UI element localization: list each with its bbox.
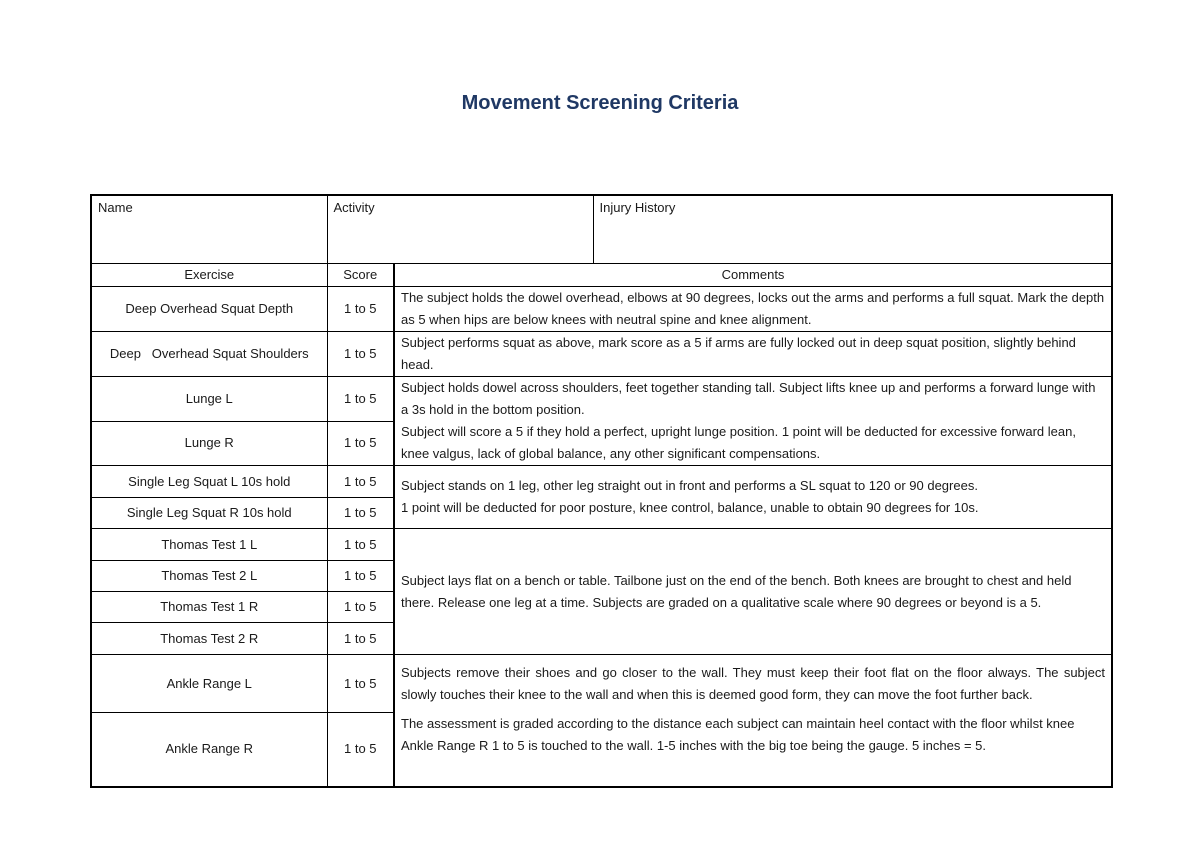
score-cell[interactable]: 1 to 5 (327, 529, 394, 561)
exercise-cell: Single Leg Squat L 10s hold (91, 466, 327, 498)
score-cell[interactable]: 1 to 5 (327, 498, 394, 529)
comment-cell: The subject holds the dowel overhead, elbows at 90 degrees, locks out the arms and performs a full squat. Mark the depth as 5 when hips are below knees with neutral spine and knee alignment. (394, 287, 1112, 332)
table-row (91, 466, 1112, 498)
exercise-cell: Lunge L (91, 377, 327, 422)
score-cell[interactable]: 1 to 5 (327, 561, 394, 592)
comment-cell: Subjects remove their shoes and go closer to the wall. They must keep their foot flat on the floor always. The subject slowly touches their knee to the wall and when this is deemed good form, they can move the foot further back. (394, 655, 1112, 713)
comment-cell: Subject lays flat on a bench or table. Tailbone just on the end of the bench. Both knees are brought to chest and held there. Release one leg at a time. Subjects are graded on a qualitative scale where 90 degrees or beyond is a 5. (394, 529, 1112, 655)
score-cell[interactable]: 1 to 5 (327, 466, 394, 498)
score-cell[interactable]: 1 to 5 (327, 655, 394, 713)
screening-table (90, 194, 1113, 788)
name-field[interactable] (91, 195, 327, 264)
exercise-cell: Deep Overhead Squat Shoulders (91, 332, 327, 377)
comment-cell: Subject will score a 5 if they hold a perfect, upright lunge position. 1 point will be deducted for excessive forward lean, knee valgus, lack of global balance, any other significant compensations. (394, 421, 1112, 466)
score-cell[interactable]: 1 to 5 (327, 623, 394, 655)
exercise-cell: Thomas Test 2 R (91, 623, 327, 655)
table-row (91, 377, 1112, 422)
exercise-cell: Single Leg Squat R 10s hold (91, 498, 327, 529)
exercise-cell: Thomas Test 2 L (91, 561, 327, 592)
comment-line: Subject stands on 1 leg, other leg straight out in front and performs a SL squat to 120 or 90 degrees. (401, 478, 978, 493)
exercise-cell: Deep Overhead Squat Depth (91, 287, 327, 332)
score-cell[interactable]: 1 to 5 (327, 713, 394, 787)
score-header: Score (327, 264, 394, 287)
score-cell[interactable]: 1 to 5 (327, 421, 394, 466)
column-header-row (91, 264, 1112, 287)
score-cell[interactable]: 1 to 5 (327, 287, 394, 332)
exercise-header: Exercise (91, 264, 327, 287)
exercise-cell: Thomas Test 1 R (91, 592, 327, 623)
comment-cell: Subject holds dowel across shoulders, feet together standing tall. Subject lifts knee up and performs a forward lunge with a 3s hold in the bottom position. (394, 377, 1112, 422)
comment-cell: Subject performs squat as above, mark score as a 5 if arms are fully locked out in deep squat position, slightly behind head. (394, 332, 1112, 377)
injury-history-field[interactable] (593, 195, 1112, 264)
score-cell[interactable]: 1 to 5 (327, 377, 394, 422)
exercise-cell: Thomas Test 1 L (91, 529, 327, 561)
exercise-cell: Ankle Range R (91, 713, 327, 787)
exercise-cell: Ankle Range L (91, 655, 327, 713)
score-cell[interactable]: 1 to 5 (327, 332, 394, 377)
name-label: Name (98, 200, 133, 215)
table-row (91, 287, 1112, 332)
comment-cell (394, 466, 1112, 529)
injury-history-label: Injury History (599, 200, 676, 215)
page-title: Movement Screening Criteria (461, 92, 739, 114)
exercise-cell: Lunge R (91, 421, 327, 466)
activity-field[interactable] (327, 195, 593, 264)
table-row (91, 655, 1112, 713)
comments-header: Comments (394, 264, 1112, 287)
comment-line: 1 point will be deducted for poor posture, knee control, balance, unable to obtain 90 degrees for 10s. (401, 500, 979, 515)
table-row (91, 421, 1112, 466)
score-cell[interactable]: 1 to 5 (327, 592, 394, 623)
comment-cell: The assessment is graded according to the distance each subject can maintain heel contact with the floor whilst knee Ankle Range R 1 to 5 is touched to the wall. 1-5 inches with the big toe being the gauge. 5 inches = 5. (394, 713, 1112, 787)
table-row (91, 713, 1112, 787)
subject-info-row (91, 195, 1112, 264)
table-row (91, 332, 1112, 377)
activity-label: Activity (333, 200, 375, 215)
table-row (91, 529, 1112, 561)
